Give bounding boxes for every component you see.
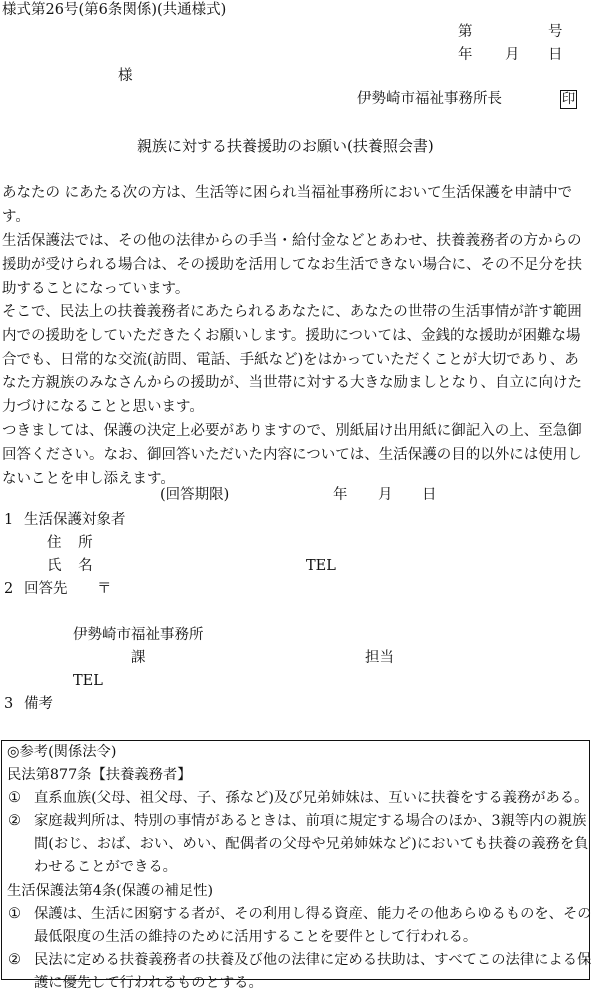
section-3-label: 備考 <box>24 696 53 712</box>
addressee-honorific: 様 <box>118 68 133 84</box>
tel-label: TEL <box>306 558 336 574</box>
welfare-law-item-2-text: 民法に定める扶養義務者の扶養及び他の法律に定める扶助は、すべてこの法律による保護に優先して行われるものとする。 <box>34 952 592 991</box>
address-label: 住 所 <box>47 535 99 551</box>
deadline-year: 年 <box>333 487 348 503</box>
section-1-label: 生活保護対象者 <box>24 512 126 528</box>
deadline-month: 月 <box>378 487 393 503</box>
section-2-number: 2 <box>4 581 14 597</box>
body-paragraph-1: あなたの にあたる次の方は、生活等に困られ当福祉事務所において生活保護を申請中です。 <box>2 185 573 225</box>
section-ka: 課 <box>131 650 146 666</box>
reference-heading: ◎参考(関係法令) <box>7 744 117 760</box>
reference-box <box>1 740 592 991</box>
office-tel-label: TEL <box>73 673 103 689</box>
body-paragraph-4: つきましては、保護の決定上必要がありますので、別紙届け出用紙に御記入の上、至急御回答ください。なお、御回答いただいた内容については、生活保護の目的以外には使用しないことを申し添えます。 <box>2 423 582 487</box>
body-paragraph-2: 生活保護法では、その他の法律からの手当・給付金などとあわせ、扶養義務者の方からの援助が受けられる場合は、その援助を活用してなお生活できない場合に、その不足分を扶助することになっています。 <box>2 233 582 297</box>
date-year: 年 <box>458 47 473 63</box>
name-label: 氏 名 <box>47 558 99 574</box>
document-number-dai: 第 <box>458 24 473 40</box>
body-paragraph-3: そこで、民法上の扶養義務者にあたられるあなたに、あなたの世帯の生活事情が許す範囲内での援助をしていただきたくお願いします。援助については、金銭的な援助が困難な場合でも、日常的な交流(訪問、電話、手紙など)をはかっていただくことが大切であり、あなた方親族のみなさんからの援助が、当世帯に対する大きな励ましとなり、自立に向けた力づけになることと思います。 <box>2 304 582 416</box>
welfare-law-item-2-number: ② <box>8 952 21 968</box>
welfare-law-item-1-number: ① <box>8 906 21 922</box>
civil-code-title: 民法第877条【扶養義務者】 <box>7 767 192 783</box>
contact-person: 担当 <box>365 650 394 666</box>
section-2-label: 回答先 <box>24 581 68 597</box>
deadline-label: (回答期限) <box>160 487 230 503</box>
civil-code-item-1-number: ① <box>8 790 21 806</box>
section-1-number: 1 <box>4 512 14 528</box>
civil-code-item-2-number: ② <box>8 813 21 829</box>
date-month: 月 <box>505 47 520 63</box>
date-day: 日 <box>548 47 563 63</box>
welfare-law-title: 生活保護法第4条(保護の補足性) <box>7 883 214 899</box>
deadline-day: 日 <box>422 487 437 503</box>
civil-code-item-1-text: 直系血族(父母、祖父母、子、孫など)及び兄弟姉妹は、互いに扶養をする義務がある。 <box>34 790 589 806</box>
form-number-label: 様式第26号(第6条関係)(共通様式) <box>2 2 227 18</box>
welfare-law-item-1-text: 保護は、生活に困窮する者が、その利用し得る資産、能力その他あらゆるものを、その最低限度の生活の維持のために活用することを要件として行われる。 <box>34 906 592 945</box>
seal-mark: 印 <box>561 91 576 107</box>
document-title: 親族に対する扶養援助のお願い(扶養照会書) <box>137 137 434 155</box>
office-name: 伊勢崎市福祉事務所 <box>73 627 204 643</box>
sender-name: 伊勢崎市福祉事務所長 <box>357 91 502 107</box>
section-3-number: 3 <box>4 696 14 712</box>
postal-mark: 〒 <box>97 581 112 597</box>
document-number-go: 号 <box>548 24 563 40</box>
civil-code-item-2-text: 家庭裁判所は、特別の事情があるときは、前項に規定する場合のほか、3親等内の親族間(おじ、おば、おい、めい、配偶者の父母や兄弟姉妹など)においても扶養の義務を負わせることができる。 <box>34 813 589 875</box>
